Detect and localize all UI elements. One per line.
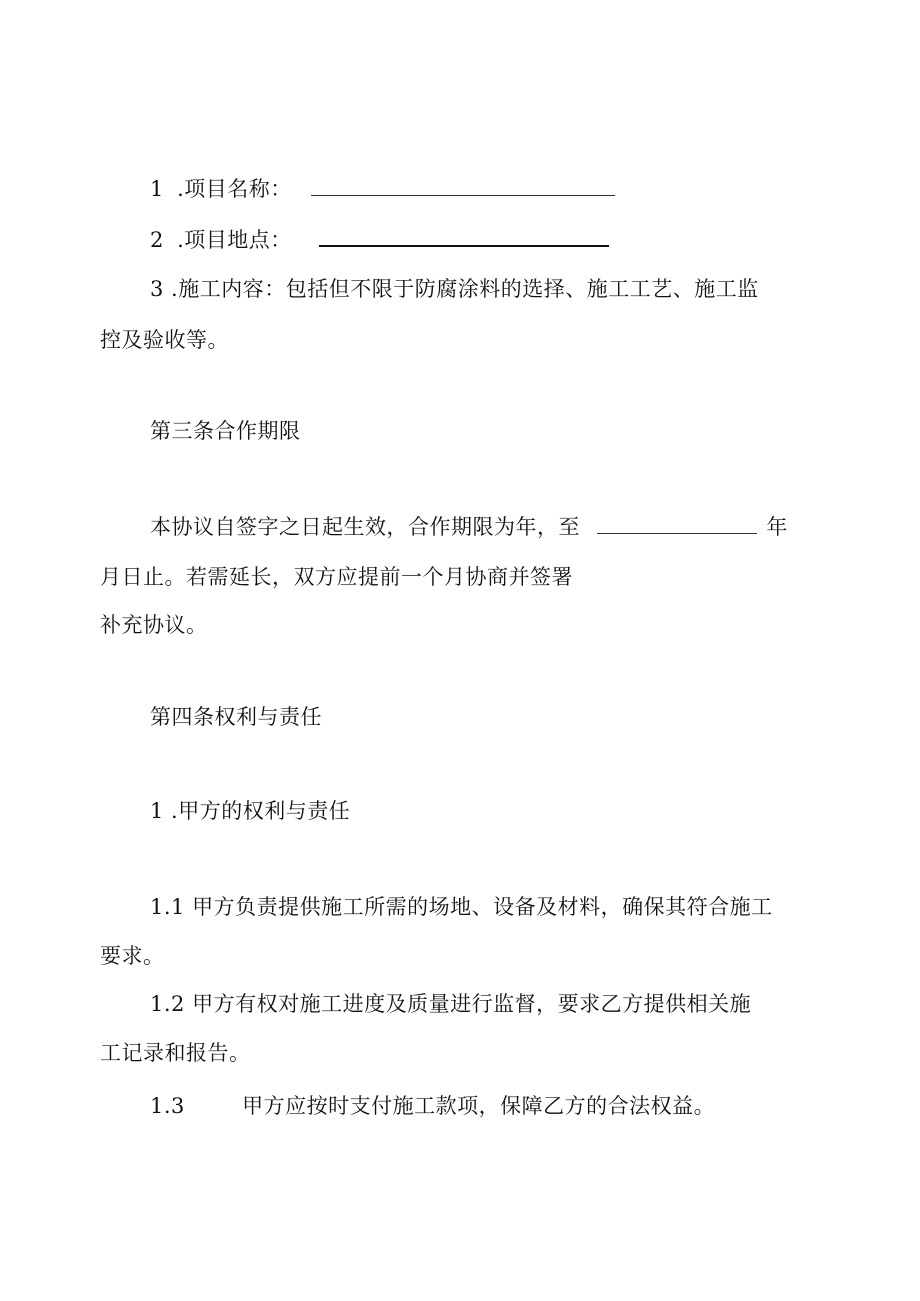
clause-1-2-line1: 1.2 甲方有权对施工进度及质量进行监督，要求乙方提供相关施: [150, 992, 752, 1016]
clause-1-3: [150, 1092, 715, 1120]
article-heading: 第三条合作期限: [150, 419, 301, 443]
project-location-blank-field[interactable]: [319, 231, 609, 247]
item-label: .项目名称：: [177, 177, 292, 201]
item-construction-content-line1: 3 .施工内容：包括但不限于防腐涂料的选择、施工工艺、施工监: [150, 277, 759, 301]
clause-1-2-line2: 工记录和报告。: [100, 1041, 251, 1065]
article3-paragraph-line2: 月日止。若需延长，双方应提前一个月协商并签署: [100, 565, 573, 589]
clause-1-1-line1: 1.1 甲方负责提供施工所需的场地、设备及材料，确保其符合施工: [150, 895, 773, 919]
clause-text: 甲方应按时支付施工款项，保障乙方的合法权益。: [242, 1094, 716, 1118]
project-name-blank-field[interactable]: [311, 183, 615, 196]
paragraph-text: 年: [766, 515, 788, 539]
item-number: 2: [150, 228, 164, 252]
article-heading: 第四条权利与责任: [150, 705, 322, 729]
item-label: .项目地点：: [177, 228, 292, 252]
item-construction-content-line2: 控及验收等。: [100, 328, 229, 352]
item-number: 1: [150, 177, 164, 201]
item-project-name: [150, 175, 615, 203]
subsection-heading: 1 .甲方的权利与责任: [150, 799, 351, 823]
paragraph-text: 本协议自签字之日起生效，合作期限为年，至: [150, 515, 580, 539]
item-project-location: [150, 226, 609, 254]
clause-number: 1.3: [150, 1094, 185, 1118]
article3-paragraph-line3: 补充协议。: [100, 613, 208, 637]
article3-paragraph-line1: [150, 513, 788, 541]
clause-1-1-line2: 要求。: [100, 944, 165, 968]
end-date-blank-field[interactable]: [597, 521, 757, 534]
